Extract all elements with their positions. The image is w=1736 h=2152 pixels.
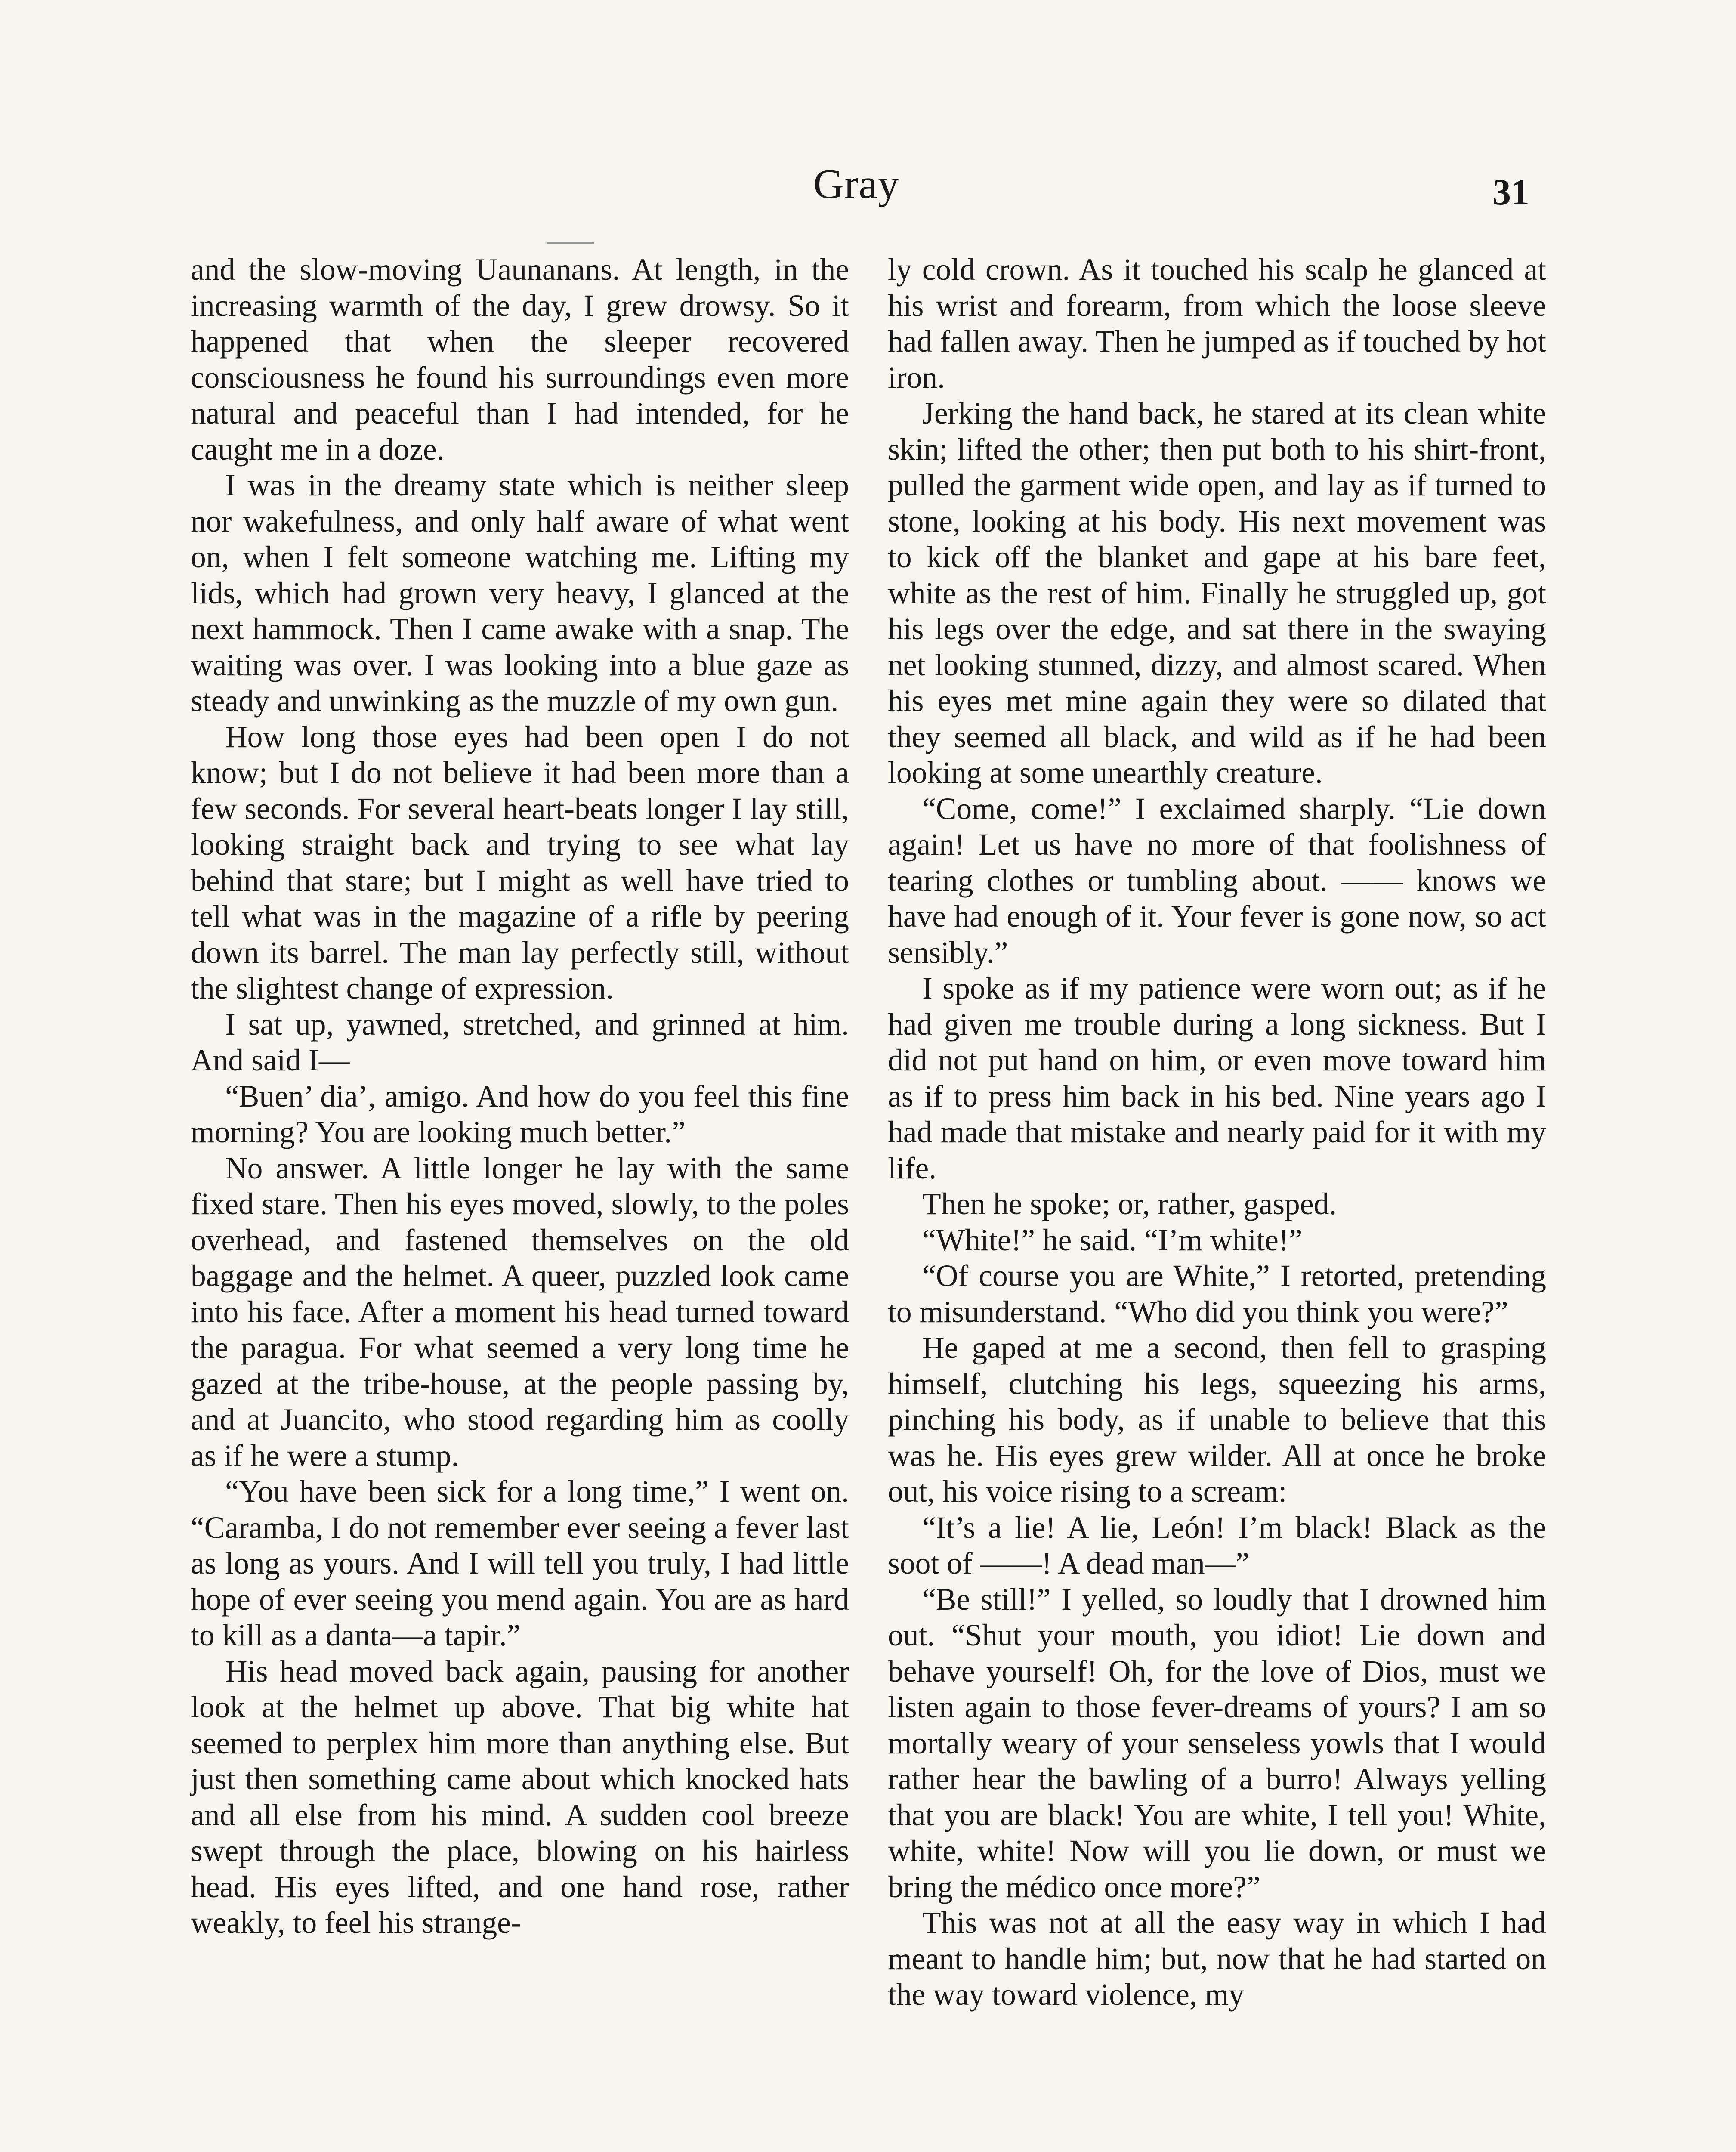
paragraph: “White!” he said. “I’m white!”: [922, 1223, 1303, 1257]
paragraph: I sat up, yawned, stretched, and grinned at him. And said I—: [191, 1007, 849, 1077]
paragraph: “It’s a lie! A lie, León! I’m black! Black as the soot of ——! A dead man—”: [888, 1510, 1546, 1580]
paragraph: He gaped at me a second, then fell to grasping himself, clutching his legs, squeezing his arms, pinching his body, as if unable to believe that this was he. His eyes grew wilder. All at once he broke out, his voice rising to a scream:: [888, 1331, 1546, 1509]
paragraph: “Buen’ dia’, amigo. And how do you feel this fine morning? You are looking much better.”: [191, 1079, 849, 1149]
paragraph: Jerking the hand back, he stared at its clean white skin; lifted the other; then put both to his shirt-front, pulled the garment wide open, and lay as if turned to stone, looking at his body. His next movement was to kick off the blanket and gape at his bare feet, white as the rest of him. Finally he struggled up, got his legs over the edge, and sat there in the swaying net looking stunned, dizzy, and almost scared. When his eyes met mine again they were so dilated that they seemed all black, and wild as if he had been looking at some unearthly creature.: [888, 396, 1546, 790]
paragraph: “You have been sick for a long time,” I went on. “Caramba, I do not remember ever seeing a fever last as long as yours. And I will tell you truly, I had little hope of ever seeing you mend again. You are as hard to kill as a danta—a tapir.”: [191, 1475, 849, 1652]
paragraph: Then he spoke; or, rather, gasped.: [922, 1187, 1337, 1221]
paragraph: His head moved back again, pausing for another look at the helmet up above. That big white hat seemed to perplex him more than anything else. But just then something came about which knocked hats and all else from his mind. A sudden cool breeze swept through the place, blowing on his hairless head. His eyes lifted, and one hand rose, rather weakly, to feel his strange-: [191, 1654, 849, 1940]
paragraph: “Be still!” I yelled, so loudly that I drowned him out. “Shut your mouth, you idiot! Lie down and behave yourself! Oh, for the love of Dios, must we listen again to those fever-dreams of yours? I am so mortally weary of your senseless yowls that I would rather hear the bawling of a burro! Always yelling that you are black! You are white, I tell you! White, white, white! Now will you lie down, or must we bring the médico once more?”: [888, 1582, 1546, 1904]
paragraph: “Come, come!” I exclaimed sharply. “Lie down again! Let us have no more of that foolishness of tearing clothes or tumbling about. —— knows we have had enough of it. Your fever is gone now, so act sensibly.”: [888, 792, 1546, 970]
paragraph: No answer. A little longer he lay with the same fixed stare. Then his eyes moved, slowly, to the poles overhead, and fastened themselves on the old baggage and the helmet. A queer, puzzled look came into his face. After a moment his head turned toward the paragua. For what seemed a very long time he gazed at the tribe-house, at the people passing by, and at Juancito, who stood regarding him as coolly as if he were a stump.: [191, 1151, 849, 1473]
left-column: [191, 252, 849, 1941]
running-head: Gray: [813, 161, 899, 207]
paragraph: I spoke as if my patience were worn out; as if he had given me trouble during a long sickness. But I did not put hand on him, or even move toward him as if to press him back in his bed. Nine years ago I had made that mistake and nearly paid for it with my life.: [888, 971, 1546, 1185]
paragraph: ly cold crown. As it touched his scalp he glanced at his wrist and forearm, from which the loose sleeve had fallen away. Then he jumped as if touched by hot iron.: [888, 253, 1546, 395]
paragraph: I was in the dreamy state which is neither sleep nor wakefulness, and only half aware of what went on, when I felt someone watching me. Lifting my lids, which had grown very heavy, I glanced at the next hammock. Then I came awake with a snap. The waiting was over. I was looking into a blue gaze as steady and unwinking as the muzzle of my own gun.: [191, 468, 849, 718]
paragraph: and the slow-moving Uaunanans. At length, in the increasing warmth of the day, I grew drowsy. So it happened that when the sleeper recovered consciousness he found his surroundings even more natural and peaceful than I had intended, for he caught me in a doze.: [191, 253, 849, 467]
paragraph: This was not at all the easy way in which I had meant to handle him; but, now that he had started on the way toward violence, my: [888, 1906, 1546, 2012]
page-number: 31: [1492, 171, 1529, 213]
paragraph: “Of course you are White,” I retorted, pretending to misunderstand. “Who did you think you were?”: [888, 1259, 1546, 1329]
header-rule: [547, 242, 594, 244]
paragraph: How long those eyes had been open I do not know; but I do not believe it had been more than a few seconds. For several heart-beats longer I lay still, looking straight back and trying to see what lay behind that stare; but I might as well have tried to tell what was in the magazine of a rifle by peering down its barrel. The man lay perfectly still, without the slightest change of expression.: [191, 720, 849, 1005]
right-column: [888, 252, 1546, 2013]
